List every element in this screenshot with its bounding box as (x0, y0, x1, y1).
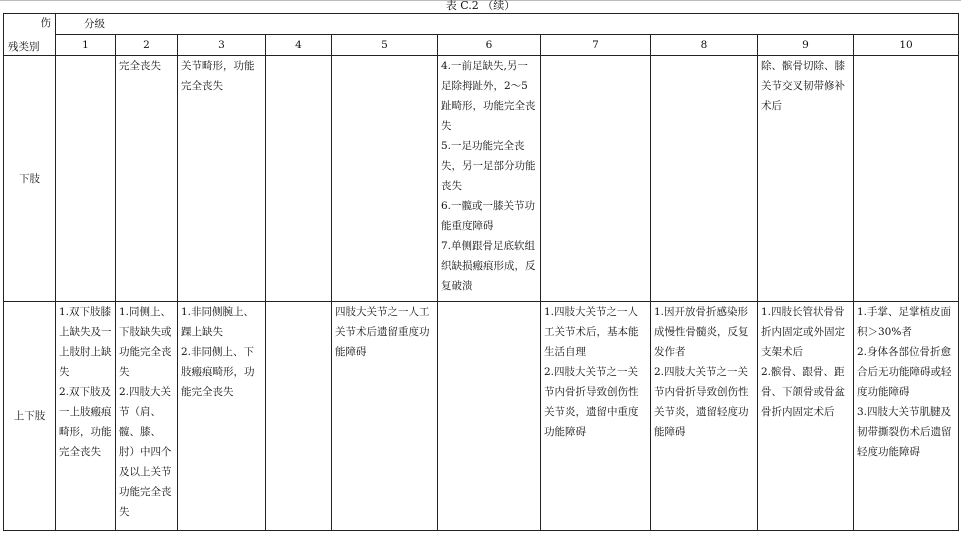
level-header: 3 (178, 35, 266, 56)
header-row-1 (4, 14, 959, 35)
grade-cell (56, 56, 116, 302)
grade-cell (266, 56, 332, 302)
corner-header-cell (4, 14, 56, 56)
grade-cell (651, 56, 758, 302)
grade-cell: 1.四肢大关节之一人工关节术后，基本能生活自理 2.四肢大关节之一关节内骨折导致创伤性关节炎，遗留中重度功能障碍 (541, 302, 651, 531)
level-header: 10 (854, 35, 959, 56)
grade-cell (854, 56, 959, 302)
table-row-lower-limb (4, 56, 959, 302)
grading-label: 分级 (56, 14, 959, 35)
level-header: 6 (438, 35, 541, 56)
grade-cell: 关节畸形，功能完全丧失 (178, 56, 266, 302)
grade-cell: 四肢大关节之一人工关节术后遗留重度功能障碍 (332, 302, 438, 531)
grade-cell (438, 302, 541, 531)
level-header: 5 (332, 35, 438, 56)
grade-cell: 除、髌骨切除、膝关节交叉韧带修补术后 (758, 56, 854, 302)
grade-cell: 4.一前足缺失,另一足除拇趾外，2～5趾畸形，功能完全丧失 5.一足功能完全丧失，另一足部分功能丧失 6.一髋或一膝关节功能重度障碍 7.单侧跟骨足底软组织缺损瘢痕形成，反复破溃 (438, 56, 541, 302)
level-header: 9 (758, 35, 854, 56)
corner-top-label: 伤 (40, 17, 51, 29)
grade-cell: 1.四肢长管状骨骨折内固定或外固定支架术后 2.髌骨、跟骨、距骨、下颌骨或骨盆骨折内固定术后 (758, 302, 854, 531)
grade-cell: 1.双下肢膝上缺失及一上肢肘上缺失 2.双下肢及一上肢瘢痕畸形，功能完全丧失 (56, 302, 116, 531)
table-row-upper-lower-limb (4, 302, 959, 531)
grade-cell (266, 302, 332, 531)
grade-cell: 1.手掌、足掌植皮面积＞30%者 2.身体各部位骨折愈合后无功能障碍或轻度功能障碍 3.四肢大关节肌腱及韧带撕裂伤术后遗留轻度功能障碍 (854, 302, 959, 531)
table-caption: 表 C.2 （续） (445, 0, 516, 12)
header-row-levels (4, 35, 959, 56)
level-header: 2 (116, 35, 178, 56)
grade-cell (541, 56, 651, 302)
grade-cell: 完全丧失 (116, 56, 178, 302)
level-header: 8 (651, 35, 758, 56)
level-header: 1 (56, 35, 116, 56)
disability-grading-table (3, 13, 959, 531)
grade-cell: 1.同侧上、下肢缺失或功能完全丧失 2.四肢大关节（肩、髋、膝、肘）中四个及以上关节功能完全丧失 (116, 302, 178, 531)
grade-cell: 1.因开放骨折感染形成慢性骨髓炎，反复发作者 2.四肢大关节之一关节内骨折导致创伤性关节炎，遗留轻度功能障碍 (651, 302, 758, 531)
category-label: 下肢 (4, 56, 56, 302)
grade-cell: 1.非同侧腕上、踝上缺失 2.非同侧上、下肢瘢痕畸形，功能完全丧失 (178, 302, 266, 531)
grade-cell (332, 56, 438, 302)
corner-bottom-label: 残类别 (8, 41, 40, 53)
level-header: 7 (541, 35, 651, 56)
level-header: 4 (266, 35, 332, 56)
category-label: 上下肢 (4, 302, 56, 531)
